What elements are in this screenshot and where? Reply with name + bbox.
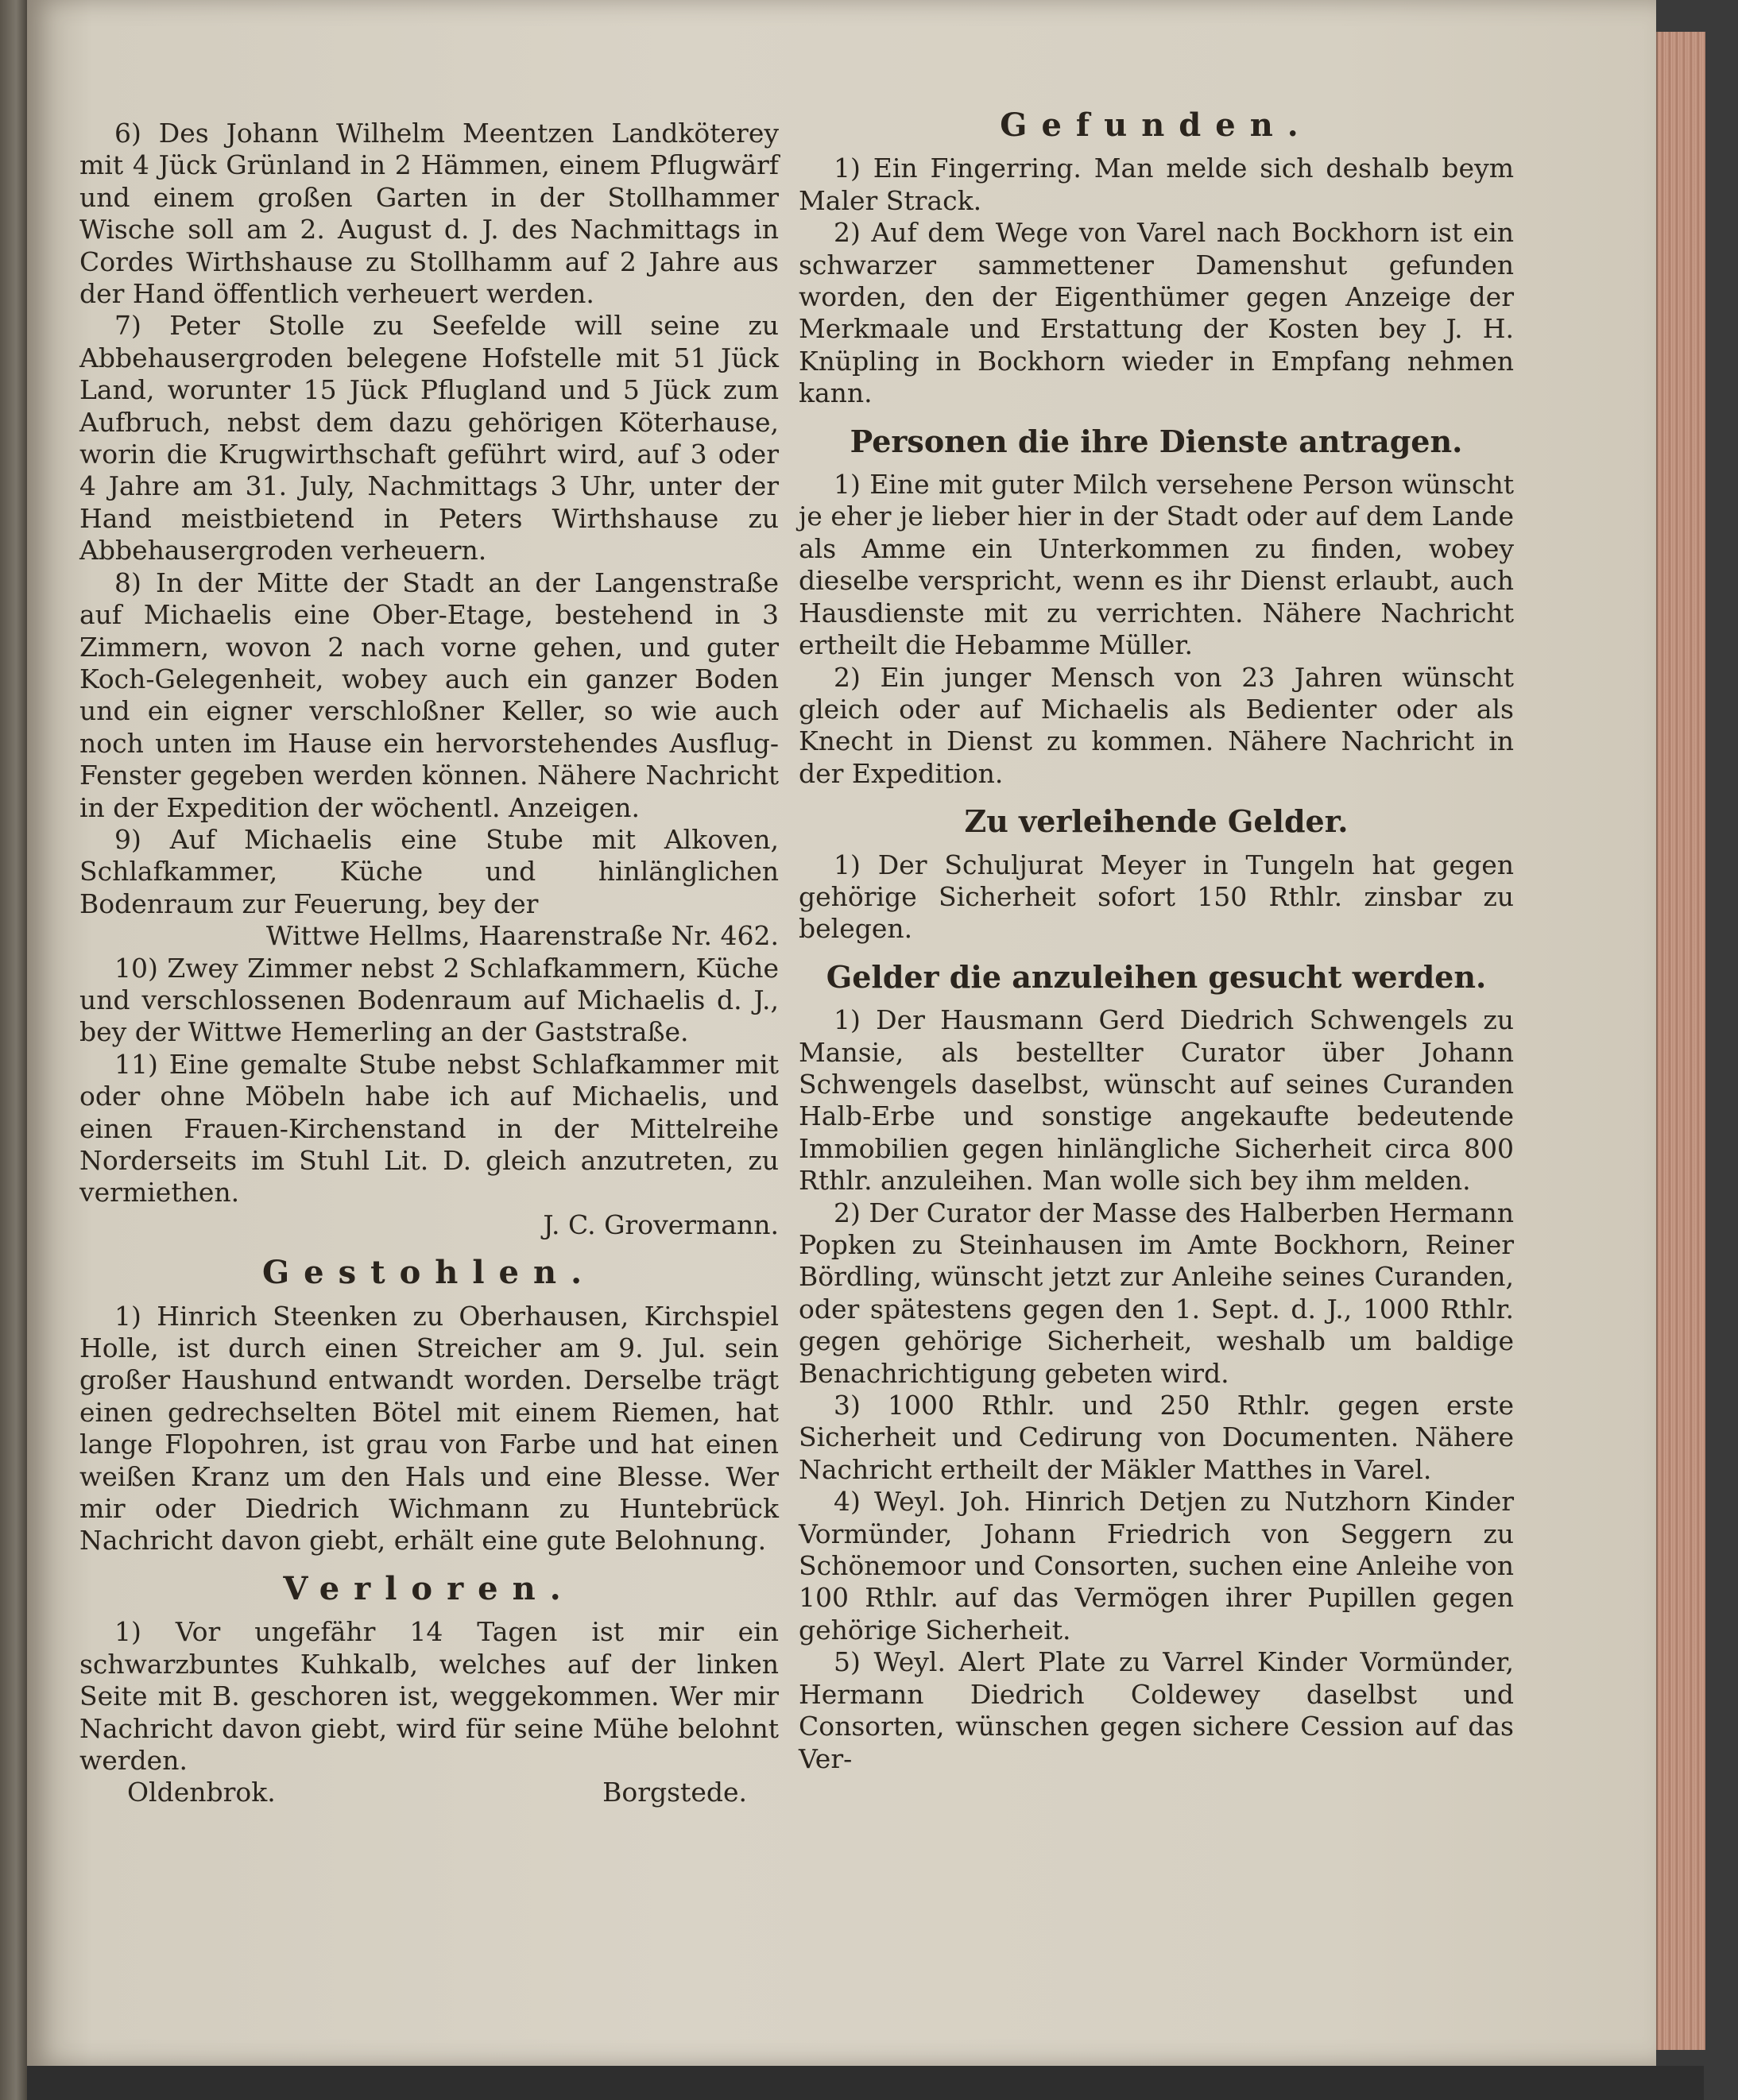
notice-11-signature: J. C. Grovermann.	[543, 1209, 779, 1240]
previous-page-edge	[0, 0, 27, 2100]
verloren-1: 1) Vor ungefähr 14 Tagen ist mir ein schwarzbuntes Kuhkalb, welches auf der linken Seite mit B. geschoren ist, weggekommen. Wer mir Nachricht davon giebt, wird für seine Mühe belohnt werden.	[79, 1616, 779, 1776]
personen-1: 1) Eine mit guter Milch versehene Person wünscht je eher je lieber hier in der Stadt oder auf dem Lande als Amme ein Unterkommen zu finden, wobey dieselbe verspricht, wenn es ihr Dienst erlaubt, auch Hausdienste mit zu verrichten. Nähere Nachricht ertheilt die Hebamme Müller.	[799, 469, 1514, 661]
anzuleihen-2: 2) Der Curator der Masse des Halberben Hermann Popken zu Steinhausen im Amte Bockhorn, Reiner Bördling, wünscht jetzt zur Anleihe seines Curanden, oder spätestens gegen den 1. Sept. d. J., 1000 Rthlr. gegen gehörige Sicherheit, weshalb um baldige Benachrichtigung gebeten wird.	[799, 1197, 1514, 1389]
anzuleihen-5: 5) Weyl. Alert Plate zu Varrel Kinder Vormünder, Hermann Diedrich Coldewey daselbst und Consorten, wünschen gegen sichere Cession auf das Ver-	[799, 1646, 1514, 1774]
notice-10: 10) Zwey Zimmer nebst 2 Schlafkammern, Küche und verschlossenen Bodenraum auf Michaelis d. J., bey der Wittwe Hemerling an der Gaststraße.	[79, 952, 779, 1048]
notice-7: 7) Peter Stolle zu Seefelde will seine zu Abbehausergroden belegene Hofstelle mit 51 Jück Land, worunter 15 Jück Pflugland und 5 Jück zum Aufbruch, nebst dem dazu gehörigen Köterhause, worin die Krugwirthschaft geführt wird, auf 3 oder 4 Jahre am 31. July, Nachmittags 3 Uhr, unter der Hand meistbietend in Peters Wirthshause zu Abbehausergroden verheuern.	[79, 310, 779, 567]
anzuleihen-3: 3) 1000 Rthlr. und 250 Rthlr. gegen erste Sicherheit und Cedirung von Documenten. Nähere Nachricht ertheilt der Mäkler Matthes in Varel.	[799, 1390, 1514, 1485]
verloren-1-place: Oldenbrok.	[127, 1777, 276, 1808]
personen-2: 2) Ein junger Mensch von 23 Jahren wünscht gleich oder auf Michaelis als Bedienter oder als Knecht in Dienst zu kommen. Nähere Nachricht in der Expedition.	[799, 661, 1514, 789]
gefunden-1: 1) Ein Fingerring. Man melde sich deshalb beym Maler Strack.	[799, 153, 1514, 216]
verloren-1-signature	[79, 1777, 779, 1808]
bottom-shadow	[27, 2066, 1704, 2100]
heading-verloren: Verloren.	[283, 1569, 575, 1607]
heading-gestohlen: Gestohlen.	[261, 1254, 597, 1292]
notice-8: 8) In der Mitte der Stadt an der Langenstraße auf Michaelis eine Ober-Etage, bestehend in 3 Zimmern, wovon 2 nach vorne gehen, und guter Koch-Gelegenheit, wobey auch ein ganzer Boden und ein eigner verschloßner Keller, so wie auch noch unten im Hause ein hervorstehendes Ausflug-Fenster gegeben werden können. Nähere Nachricht in der Expedition der wöchentl. Anzeigen.	[79, 567, 779, 823]
notice-9: 9) Auf Michaelis eine Stube mit Alkoven, Schlafkammer, Küche und hinlänglichen Bodenraum zur Feuerung, bey der	[79, 823, 779, 919]
gestohlen-1: 1) Hinrich Steenken zu Oberhausen, Kirchspiel Holle, ist durch einen Streicher am 9. Jul. sein großer Haushund entwandt worden. Derselbe trägt einen gedrechselten Bötel mit einem Riemen, hat lange Flopohren, ist grau von Farbe und hat einen weißen Kranz um den Hals und eine Blesse. Wer mir oder Diedrich Wichmann zu Huntebrück Nachricht davon giebt, erhält eine gute Belohnung.	[79, 1300, 779, 1557]
right-column	[799, 106, 1514, 1775]
anzuleihen-1: 1) Der Hausmann Gerd Diedrich Schwengels zu Mansie, als bestellter Curator über Johann Schwengels daselbst, wünscht auf seines Curanden Halb-Erbe und sonstige angekaufte bedeutende Immobilien gegen hinlängliche Sicherheit circa 800 Rthlr. anzuleihen. Man wolle sich bey ihm melden.	[799, 1004, 1514, 1197]
heading-verleihen: Zu verleihende Gelder.	[964, 803, 1349, 840]
heading-anzuleihen: Gelder die anzuleihen gesucht werden.	[826, 958, 1487, 995]
verloren-1-name: Borgstede.	[602, 1777, 747, 1808]
notice-11: 11) Eine gemalte Stube nebst Schlafkammer mit oder ohne Möbeln habe ich auf Michaelis, und einen Frauen-Kirchenstand in der Mittelreihe Norderseits im Stuhl Lit. D. gleich anzutreten, zu vermiethen.	[79, 1048, 779, 1209]
anzuleihen-4: 4) Weyl. Joh. Hinrich Detjen zu Nutzhorn Kinder Vormünder, Johann Friedrich von Seggern zu Schönemoor und Consorten, suchen eine Anleihe von 100 Rthlr. auf das Vermögen ihrer Pupillen gegen gehörige Sicherheit.	[799, 1486, 1514, 1646]
page-block-edges	[1656, 32, 1705, 2050]
left-column	[79, 118, 779, 1809]
heading-personen: Personen die ihre Dienste antragen.	[850, 423, 1463, 459]
notice-6: 6) Des Johann Wilhelm Meentzen Landköterey mit 4 Jück Grünland in 2 Hämmen, einem Pflugwärf und einem großen Garten in der Stollhammer Wische soll am 2. August d. J. des Nachmittags in Cordes Wirthshause zu Stollhamm auf 2 Jahre aus der Hand öffentlich verheuert werden.	[79, 118, 779, 310]
gefunden-2: 2) Auf dem Wege von Varel nach Bockhorn ist ein schwarzer sammettener Damenshut gefunden worden, den der Eigenthümer gegen Anzeige der Merkmaale und Erstattung der Kosten bey J. H. Knüpling in Bockhorn wieder in Empfang nehmen kann.	[799, 217, 1514, 409]
verleihen-1: 1) Der Schuljurat Meyer in Tungeln hat gegen gehörige Sicherheit sofort 150 Rthlr. zinsbar zu belegen.	[799, 849, 1514, 945]
notice-9-signature: Wittwe Hellms, Haarenstraße Nr. 462.	[265, 920, 779, 952]
heading-gefunden: Gefunden.	[1000, 106, 1313, 144]
